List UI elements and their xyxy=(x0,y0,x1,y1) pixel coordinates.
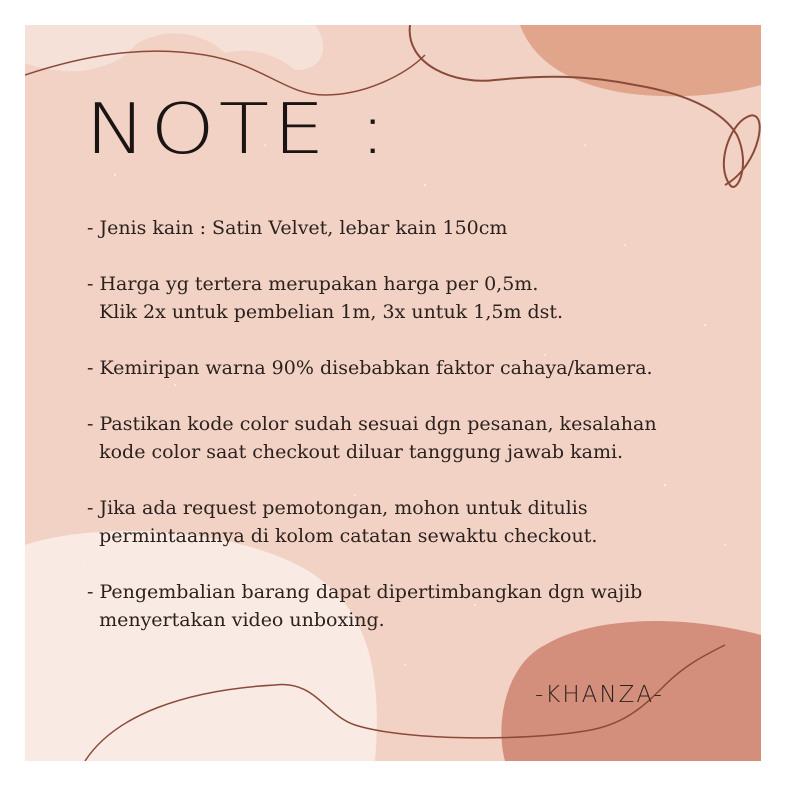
note-item-returns: - Pengembalian barang dapat dipertimbangkan dgn wajib menyertakan video unboxing. xyxy=(87,581,643,631)
note-card xyxy=(25,25,761,761)
note-item-color-code: - Pastikan kode color sudah sesuai dgn pesanan, kesalahan kode color saat checkout diluar tanggung jawab kami. xyxy=(87,413,657,463)
notes-list xyxy=(87,214,727,634)
brand-signature: -KHANZA- xyxy=(535,682,664,708)
top-left-blob xyxy=(25,25,323,71)
note-item-color-similarity: - Kemiripan warna 90% disebabkan faktor cahaya/kamera. xyxy=(87,357,653,379)
page-title: NOTE : xyxy=(85,89,391,170)
note-item-price: - Harga yg tertera merupakan harga per 0,5m. Klik 2x untuk pembelian 1m, 3x untuk 1,5m dst. xyxy=(87,273,564,323)
note-item-cutting-request: - Jika ada request pemotongan, mohon untuk ditulis permintaannya di kolom catatan sewaktu checkout. xyxy=(87,497,598,547)
note-item-fabric: - Jenis kain : Satin Velvet, lebar kain 150cm xyxy=(87,217,508,239)
